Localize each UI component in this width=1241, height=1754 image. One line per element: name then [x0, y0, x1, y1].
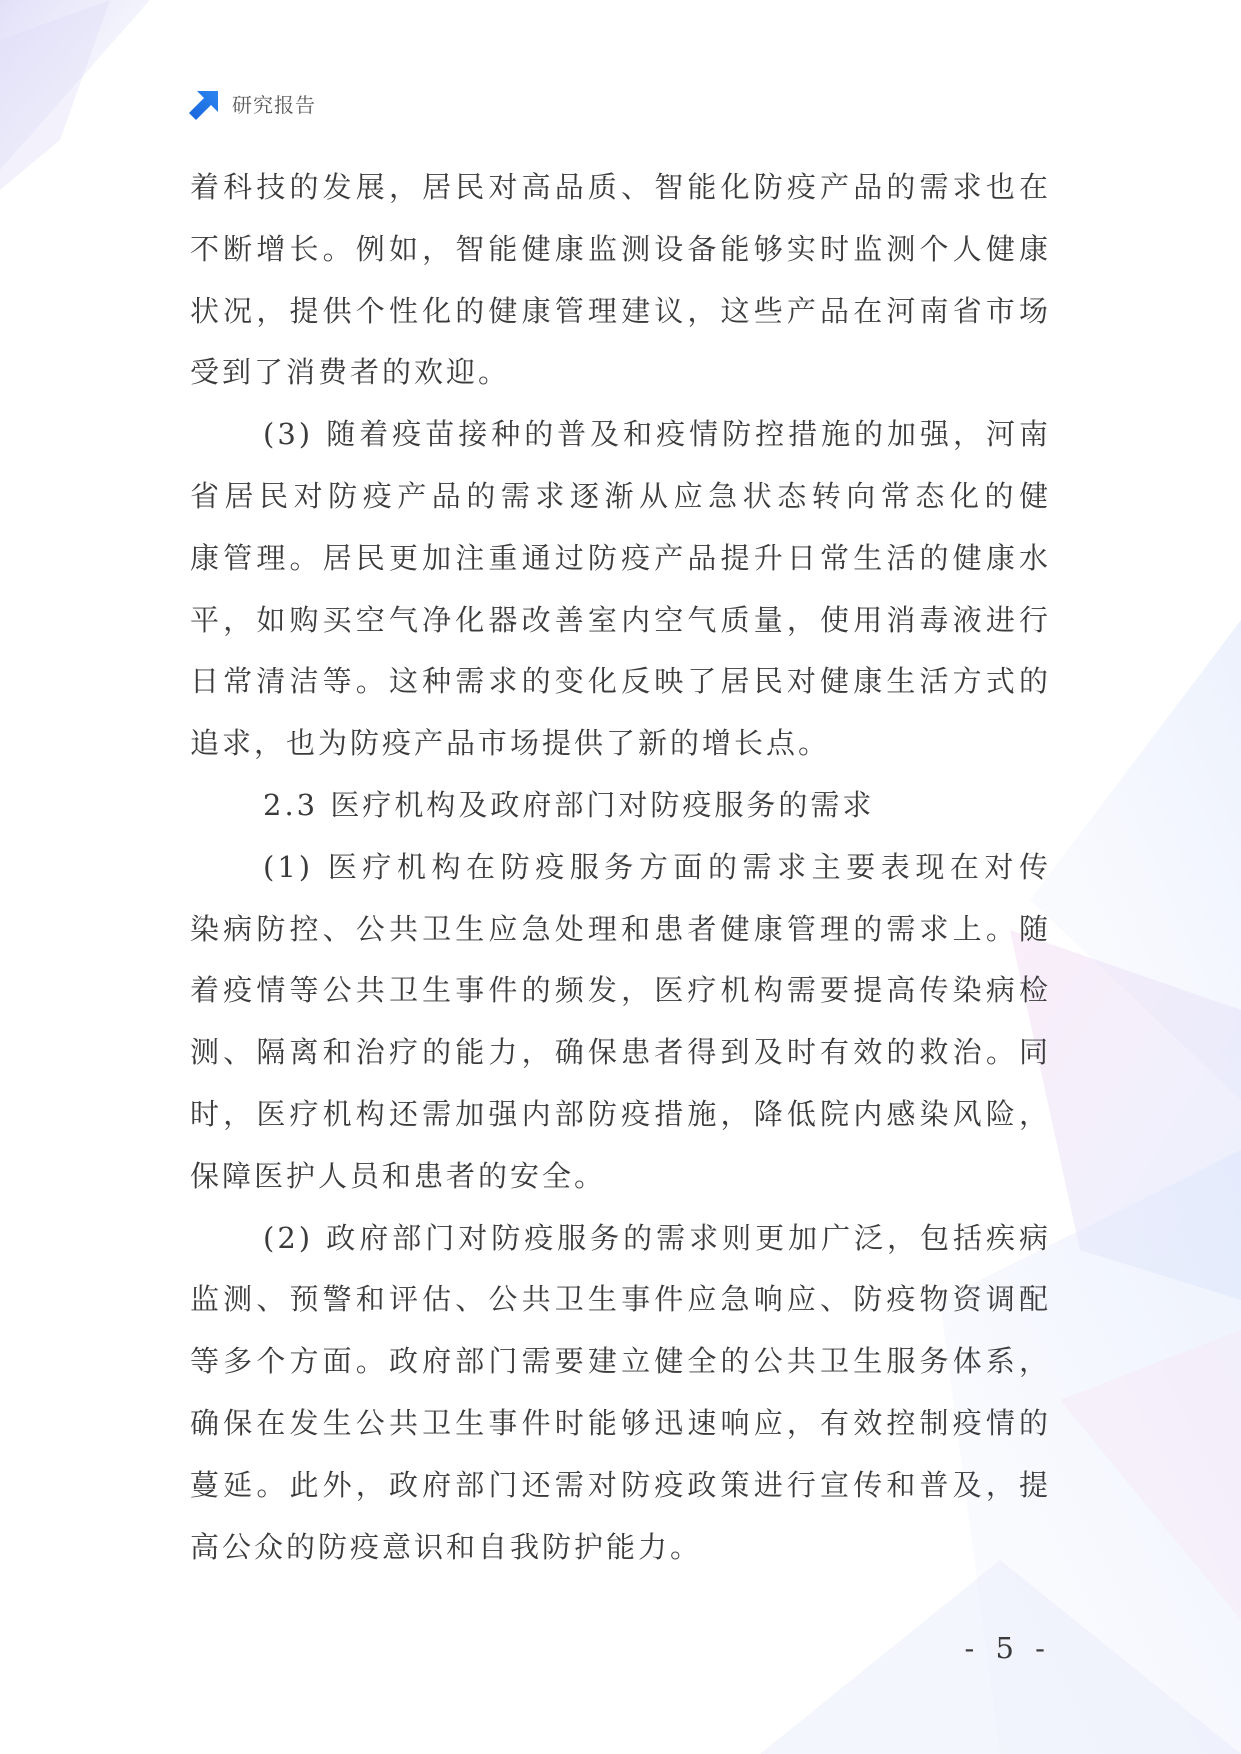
section-heading: 2.3 医疗机构及政府部门对防疫服务的需求 [263, 787, 875, 822]
text-line: 时，医疗机构还需加强内部防疫措施，降低院内感染风险， [190, 1096, 1051, 1131]
text-line: (2) 政府部门对防疫服务的需求则更加广泛，包括疾病 [263, 1220, 1051, 1255]
document-body [190, 157, 1051, 1578]
text-line: 不断增长。例如，智能健康监测设备能够实时监测个人健康 [190, 231, 1051, 266]
text-line: 受到了消费者的欢迎。 [190, 355, 511, 390]
text-line: 染病防控、公共卫生应急处理和患者健康管理的需求上。随 [190, 911, 1051, 946]
text-line: (3) 随着疫苗接种的普及和疫情防控措施的加强，河南 [263, 417, 1051, 452]
text-line: 平，如购买空气净化器改善室内空气质量，使用消毒液进行 [190, 602, 1051, 637]
text-line: 省居民对防疫产品的需求逐渐从应急状态转向常态化的健 [190, 478, 1051, 513]
paragraph [190, 1208, 1051, 1579]
text-line: 监测、预警和评估、公共卫生事件应急响应、防疫物资调配 [190, 1282, 1051, 1317]
paragraph [190, 404, 1051, 775]
text-line: 状况，提供个性化的健康管理建议，这些产品在河南省市场 [190, 293, 1051, 328]
text-line: 日常清洁等。这种需求的变化反映了居民对健康生活方式的 [190, 664, 1051, 699]
text-line: (1) 医疗机构在防疫服务方面的需求主要表现在对传 [263, 849, 1051, 884]
page-number: - 5 - [964, 1631, 1051, 1665]
paragraph [190, 157, 1051, 404]
text-line: 追求，也为防疫产品市场提供了新的增长点。 [190, 726, 831, 761]
report-label: 研究报告 [232, 93, 316, 117]
text-line: 确保在发生公共卫生事件时能够迅速响应，有效控制疫情的 [190, 1405, 1051, 1440]
text-line: 着疫情等公共卫生事件的频发，医疗机构需要提高传染病检 [190, 973, 1051, 1008]
text-line: 蔓延。此外，政府部门还需对防疫政策进行宣传和普及，提 [190, 1467, 1051, 1502]
text-line: 保障医护人员和患者的安全。 [190, 1158, 607, 1193]
arrow-up-right-icon [188, 89, 220, 121]
text-line: 着科技的发展，居民对高品质、智能化防疫产品的需求也在 [190, 170, 1051, 204]
paragraph [190, 837, 1051, 1208]
text-line: 等多个方面。政府部门需要建立健全的公共卫生服务体系， [190, 1344, 1051, 1379]
text-line: 高公众的防疫意识和自我防护能力。 [190, 1529, 703, 1564]
text-line: 测、隔离和治疗的能力，确保患者得到及时有效的救治。同 [190, 1035, 1051, 1070]
text-line: 康管理。居民更加注重通过防疫产品提升日常生活的健康水 [190, 540, 1051, 575]
